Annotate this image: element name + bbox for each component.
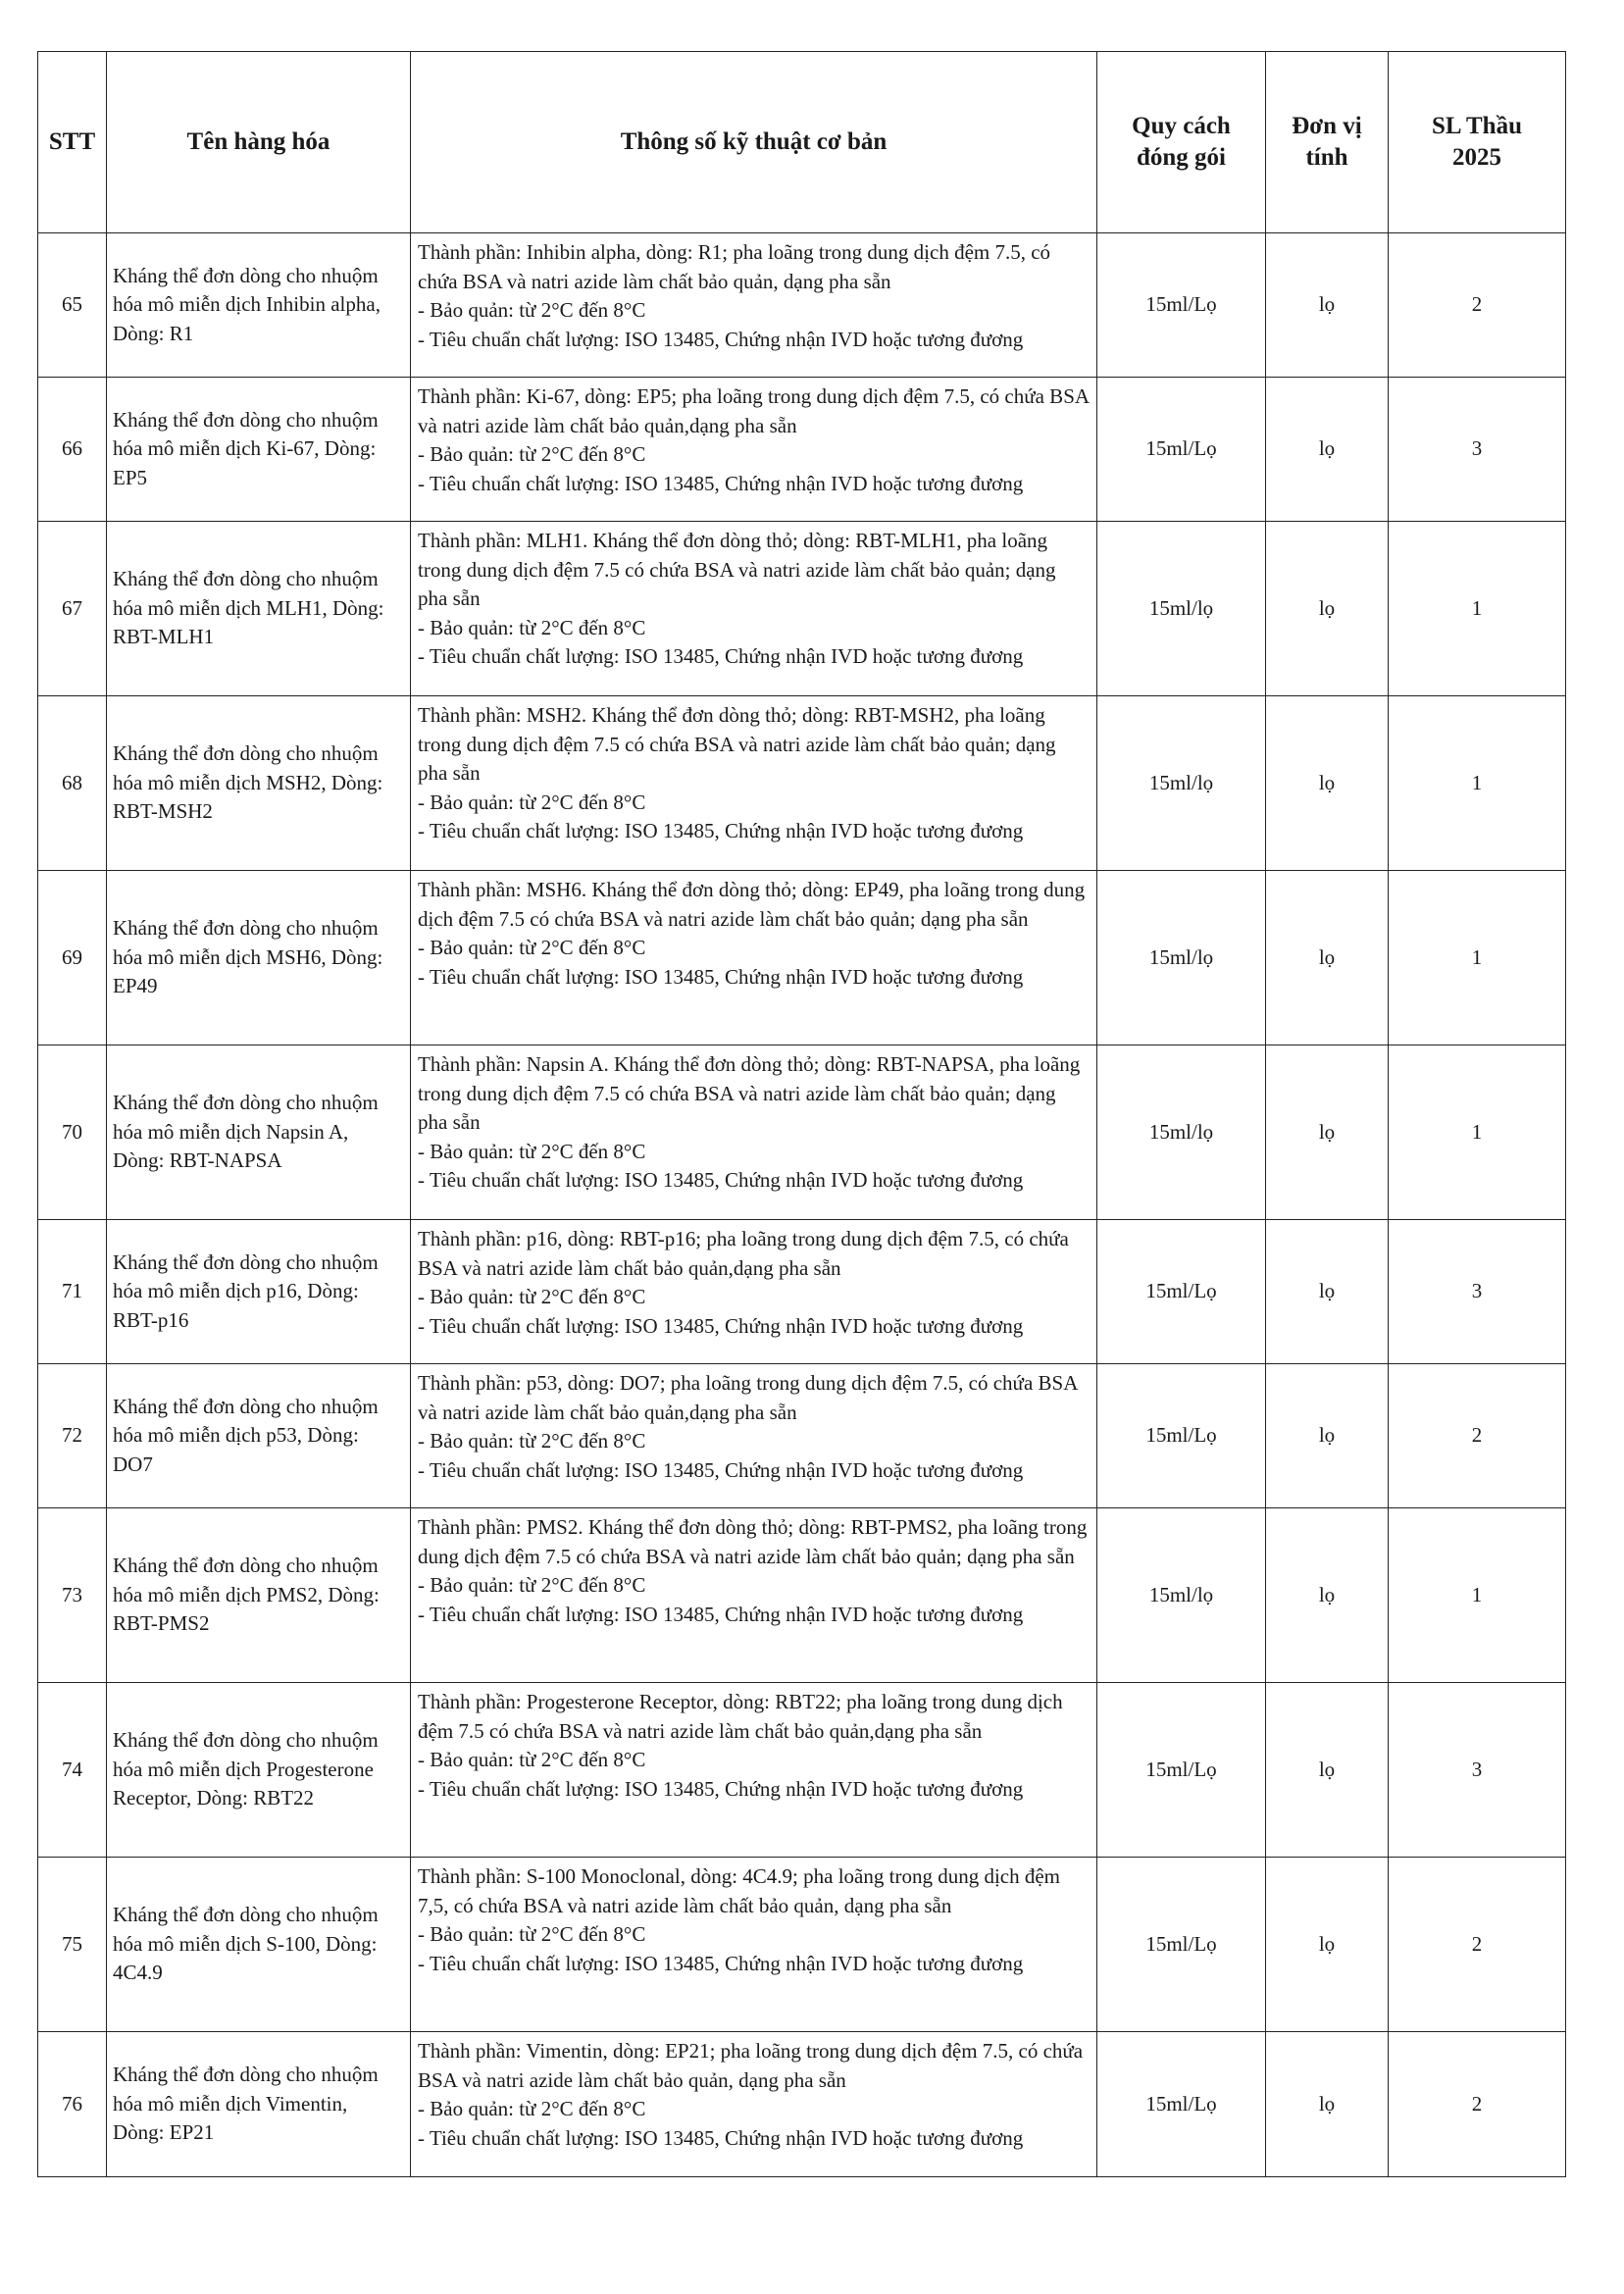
spec-line: Thành phần: Napsin A. Kháng thể đơn dòng thỏ; dòng: RBT-NAPSA, pha loãng trong dung dịch đệm 7.5 có chứa BSA và natri azide làm chất bảo quản; dạng pha sẵn — [418, 1052, 1081, 1134]
row-name-cell: Kháng thể đơn dòng cho nhuộm hóa mô miễn dịch MSH6, Dòng: EP49 — [107, 871, 411, 1045]
table-row — [38, 871, 1566, 1045]
spec-line: Thành phần: Ki-67, dòng: EP5; pha loãng trong dung dịch đệm 7.5, có chứa BSA và natri azide làm chất bảo quản,dạng pha sẵn — [418, 384, 1089, 437]
table-row — [38, 1508, 1566, 1683]
row-spec-cell — [411, 696, 1097, 871]
row-packing-cell: 15ml/Lọ — [1097, 378, 1266, 522]
spec-line: Thành phần: p53, dòng: DO7; pha loãng trong dung dịch đệm 7.5, có chứa BSA và natri azide làm chất bảo quản,dạng pha sẵn — [418, 1371, 1078, 1424]
spec-line: Thành phần: Vimentin, dòng: EP21; pha loãng trong dung dịch đệm 7.5, có chứa BSA và natri azide làm chất bảo quản, dạng pha sẵn — [418, 2039, 1084, 2092]
row-qty-cell: 1 — [1389, 522, 1566, 696]
spec-line: - Bảo quản: từ 2°C đến 8°C — [418, 1139, 646, 1163]
row-qty-cell: 1 — [1389, 696, 1566, 871]
header-name: Tên hàng hóa — [107, 52, 411, 233]
row-qty-cell: 1 — [1389, 871, 1566, 1045]
row-packing-cell: 15ml/lọ — [1097, 522, 1266, 696]
row-stt-cell: 75 — [38, 1858, 107, 2032]
table-row — [38, 696, 1566, 871]
row-qty-cell: 2 — [1389, 233, 1566, 378]
row-unit-cell: lọ — [1266, 1220, 1389, 1364]
row-name-cell: Kháng thể đơn dòng cho nhuộm hóa mô miễn dịch MSH2, Dòng: RBT-MSH2 — [107, 696, 411, 871]
row-qty-cell: 3 — [1389, 1683, 1566, 1858]
table-row — [38, 233, 1566, 378]
row-unit-cell: lọ — [1266, 696, 1389, 871]
spec-line: - Bảo quản: từ 2°C đến 8°C — [418, 298, 646, 322]
row-unit-cell: lọ — [1266, 1683, 1389, 1858]
row-packing-cell: 15ml/Lọ — [1097, 2032, 1266, 2177]
row-unit-cell: lọ — [1266, 233, 1389, 378]
row-packing-cell: 15ml/Lọ — [1097, 1858, 1266, 2032]
row-unit-cell: lọ — [1266, 1364, 1389, 1508]
row-packing-cell: 15ml/lọ — [1097, 1508, 1266, 1683]
row-stt-cell: 66 — [38, 378, 107, 522]
row-name-cell: Kháng thể đơn dòng cho nhuộm hóa mô miễn dịch Napsin A, Dòng: RBT-NAPSA — [107, 1045, 411, 1220]
spec-line: Thành phần: Progesterone Receptor, dòng: RBT22; pha loãng trong dung dịch đệm 7.5 có chứa BSA và natri azide làm chất bảo quản,dạng pha sẵn — [418, 1690, 1063, 1743]
spec-line: - Bảo quản: từ 2°C đến 8°C — [418, 1429, 646, 1453]
table-row — [38, 2032, 1566, 2177]
table-row — [38, 1683, 1566, 1858]
header-unit-label: Đơn vị tính — [1292, 113, 1362, 171]
row-qty-cell: 2 — [1389, 1858, 1566, 2032]
row-unit-cell: lọ — [1266, 522, 1389, 696]
row-packing-cell: 15ml/lọ — [1097, 696, 1266, 871]
row-qty-cell: 1 — [1389, 1045, 1566, 1220]
table-body — [38, 233, 1566, 2177]
row-packing-cell: 15ml/Lọ — [1097, 233, 1266, 378]
spec-line: Thành phần: MSH2. Kháng thể đơn dòng thỏ; dòng: RBT-MSH2, pha loãng trong dung dịch đệm 7.5 có chứa BSA và natri azide làm chất bảo quản; dạng pha sẵn — [418, 703, 1056, 785]
header-qty — [1389, 52, 1566, 233]
table-row — [38, 1045, 1566, 1220]
row-spec-cell — [411, 1364, 1097, 1508]
spec-line: - Bảo quản: từ 2°C đến 8°C — [418, 1573, 646, 1597]
row-name-cell: Kháng thể đơn dòng cho nhuộm hóa mô miễn dịch Ki-67, Dòng: EP5 — [107, 378, 411, 522]
row-spec-cell — [411, 233, 1097, 378]
spec-line: - Tiêu chuẩn chất lượng: ISO 13485, Chứng nhận IVD hoặc tương đương — [418, 1313, 1024, 1338]
spec-line: - Tiêu chuẩn chất lượng: ISO 13485, Chứng nhận IVD hoặc tương đương — [418, 644, 1024, 668]
spec-line: - Tiêu chuẩn chất lượng: ISO 13485, Chứng nhận IVD hoặc tương đương — [418, 2125, 1024, 2150]
spec-line: - Tiêu chuẩn chất lượng: ISO 13485, Chứng nhận IVD hoặc tương đương — [418, 1457, 1024, 1482]
spec-line: Thành phần: PMS2. Kháng thể đơn dòng thỏ; dòng: RBT-PMS2, pha loãng trong dung dịch đệm 7.5 có chứa BSA và natri azide làm chất bảo quản; dạng pha sẵn — [418, 1515, 1088, 1568]
spec-line: - Tiêu chuẩn chất lượng: ISO 13485, Chứng nhận IVD hoặc tương đương — [418, 327, 1024, 351]
row-spec-cell — [411, 1858, 1097, 2032]
row-name-cell: Kháng thể đơn dòng cho nhuộm hóa mô miễn dịch MLH1, Dòng: RBT-MLH1 — [107, 522, 411, 696]
row-spec-cell — [411, 1045, 1097, 1220]
table-row — [38, 1858, 1566, 2032]
row-stt-cell: 67 — [38, 522, 107, 696]
row-stt-cell: 65 — [38, 233, 107, 378]
spec-line: Thành phần: Inhibin alpha, dòng: R1; pha loãng trong dung dịch đệm 7.5, có chứa BSA và natri azide làm chất bảo quản, dạng pha sẵn — [418, 240, 1051, 293]
header-stt: STT — [38, 52, 107, 233]
spec-line: - Tiêu chuẩn chất lượng: ISO 13485, Chứng nhận IVD hoặc tương đương — [418, 1951, 1024, 1975]
row-packing-cell: 15ml/lọ — [1097, 1045, 1266, 1220]
row-unit-cell: lọ — [1266, 1858, 1389, 2032]
row-stt-cell: 74 — [38, 1683, 107, 1858]
spec-line: Thành phần: p16, dòng: RBT-p16; pha loãng trong dung dịch đệm 7.5, có chứa BSA và natri azide làm chất bảo quản,dạng pha sẵn — [418, 1227, 1069, 1280]
row-stt-cell: 73 — [38, 1508, 107, 1683]
row-qty-cell: 3 — [1389, 1220, 1566, 1364]
row-stt-cell: 70 — [38, 1045, 107, 1220]
row-unit-cell: lọ — [1266, 2032, 1389, 2177]
spec-line: - Bảo quản: từ 2°C đến 8°C — [418, 2097, 646, 2120]
row-name-cell: Kháng thể đơn dòng cho nhuộm hóa mô miễn dịch Progesterone Receptor, Dòng: RBT22 — [107, 1683, 411, 1858]
spec-line: - Bảo quản: từ 2°C đến 8°C — [418, 615, 646, 639]
row-name-cell: Kháng thể đơn dòng cho nhuộm hóa mô miễn dịch p53, Dòng: DO7 — [107, 1364, 411, 1508]
spec-line: Thành phần: MSH6. Kháng thể đơn dòng thỏ; dòng: EP49, pha loãng trong dung dịch đệm 7.5 có chứa BSA và natri azide làm chất bảo quản; dạng pha sẵn — [418, 878, 1086, 931]
row-spec-cell — [411, 522, 1097, 696]
spec-line: - Tiêu chuẩn chất lượng: ISO 13485, Chứng nhận IVD hoặc tương đương — [418, 819, 1024, 842]
row-stt-cell: 69 — [38, 871, 107, 1045]
spec-line: Thành phần: MLH1. Kháng thể đơn dòng thỏ; dòng: RBT-MLH1, pha loãng trong dung dịch đệm 7.5 có chứa BSA và natri azide làm chất bảo quản; dạng pha sẵn — [418, 529, 1056, 610]
row-spec-cell — [411, 1220, 1097, 1364]
goods-table — [37, 51, 1566, 2177]
row-stt-cell: 68 — [38, 696, 107, 871]
row-unit-cell: lọ — [1266, 1508, 1389, 1683]
row-stt-cell: 72 — [38, 1364, 107, 1508]
header-packing-label: Quy cách đóng gói — [1132, 113, 1231, 171]
row-spec-cell — [411, 2032, 1097, 2177]
spec-line: - Bảo quản: từ 2°C đến 8°C — [418, 442, 646, 466]
spec-line: Thành phần: S-100 Monoclonal, dòng: 4C4.9; pha loãng trong dung dịch đệm 7,5, có chứa BSA và natri azide làm chất bảo quản, dạng pha sẵn — [418, 1864, 1060, 1917]
spec-line: - Bảo quản: từ 2°C đến 8°C — [418, 1285, 646, 1308]
table-row — [38, 522, 1566, 696]
row-packing-cell: 15ml/Lọ — [1097, 1220, 1266, 1364]
row-qty-cell: 3 — [1389, 378, 1566, 522]
spec-line: - Bảo quản: từ 2°C đến 8°C — [418, 1748, 646, 1771]
header-spec: Thông số kỹ thuật cơ bản — [411, 52, 1097, 233]
spec-line: - Bảo quản: từ 2°C đến 8°C — [418, 936, 646, 959]
row-name-cell: Kháng thể đơn dòng cho nhuộm hóa mô miễn dịch p16, Dòng: RBT-p16 — [107, 1220, 411, 1364]
header-qty-label: SL Thầu 2025 — [1432, 113, 1522, 171]
row-qty-cell: 1 — [1389, 1508, 1566, 1683]
row-qty-cell: 2 — [1389, 1364, 1566, 1508]
row-unit-cell: lọ — [1266, 378, 1389, 522]
row-spec-cell — [411, 871, 1097, 1045]
header-packing — [1097, 52, 1266, 233]
row-stt-cell: 76 — [38, 2032, 107, 2177]
table-row — [38, 1364, 1566, 1508]
row-stt-cell: 71 — [38, 1220, 107, 1364]
row-name-cell: Kháng thể đơn dòng cho nhuộm hóa mô miễn dịch S-100, Dòng: 4C4.9 — [107, 1858, 411, 2032]
document-page — [37, 51, 1565, 2177]
row-unit-cell: lọ — [1266, 1045, 1389, 1220]
spec-line: - Tiêu chuẩn chất lượng: ISO 13485, Chứng nhận IVD hoặc tương đương — [418, 1776, 1024, 1801]
row-qty-cell: 2 — [1389, 2032, 1566, 2177]
table-header-row — [38, 52, 1566, 233]
spec-line: - Bảo quản: từ 2°C đến 8°C — [418, 1922, 646, 1946]
row-spec-cell — [411, 1683, 1097, 1858]
row-packing-cell: 15ml/Lọ — [1097, 1683, 1266, 1858]
row-name-cell: Kháng thể đơn dòng cho nhuộm hóa mô miễn dịch PMS2, Dòng: RBT-PMS2 — [107, 1508, 411, 1683]
spec-line: - Tiêu chuẩn chất lượng: ISO 13485, Chứng nhận IVD hoặc tương đương — [418, 964, 1024, 989]
header-unit — [1266, 52, 1389, 233]
row-spec-cell — [411, 378, 1097, 522]
row-unit-cell: lọ — [1266, 871, 1389, 1045]
row-name-cell: Kháng thể đơn dòng cho nhuộm hóa mô miễn dịch Inhibin alpha, Dòng: R1 — [107, 233, 411, 378]
table-row — [38, 1220, 1566, 1364]
spec-line: - Tiêu chuẩn chất lượng: ISO 13485, Chứng nhận IVD hoặc tương đương — [418, 1602, 1024, 1626]
row-spec-cell — [411, 1508, 1097, 1683]
spec-line: - Tiêu chuẩn chất lượng: ISO 13485, Chứng nhận IVD hoặc tương đương — [418, 1168, 1024, 1192]
table-row — [38, 378, 1566, 522]
row-packing-cell: 15ml/Lọ — [1097, 1364, 1266, 1508]
spec-line: - Bảo quản: từ 2°C đến 8°C — [418, 790, 646, 814]
row-packing-cell: 15ml/lọ — [1097, 871, 1266, 1045]
spec-line: - Tiêu chuẩn chất lượng: ISO 13485, Chứng nhận IVD hoặc tương đương — [418, 471, 1024, 495]
row-name-cell: Kháng thể đơn dòng cho nhuộm hóa mô miễn dịch Vimentin, Dòng: EP21 — [107, 2032, 411, 2177]
